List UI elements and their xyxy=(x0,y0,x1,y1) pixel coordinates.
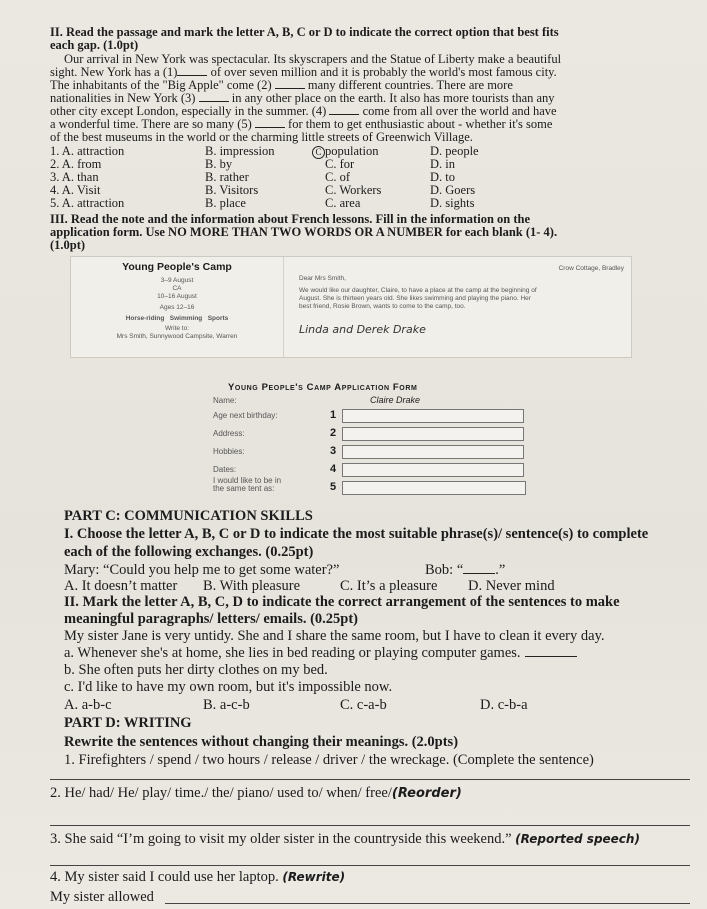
option-d[interactable]: D. in xyxy=(430,157,455,171)
option-c[interactable]: C. for xyxy=(325,157,355,171)
passage-line: sight. New York has a (1) of over seven million and it is probably the world's most famous city. xyxy=(50,65,557,79)
passage-line: The inhabitants of the "Big Apple" come (2) many different countries. There are more xyxy=(50,78,513,92)
arrangement-b[interactable]: B. a-c-b xyxy=(203,697,250,713)
camp-write-to: Write to: xyxy=(164,325,190,332)
part2-heading: II. Read the passage and mark the letter A, B, C or D to indicate the correct option that best fits xyxy=(50,25,559,39)
option-b[interactable]: B. Visitors xyxy=(205,183,259,197)
option-c-selected[interactable]: C population xyxy=(312,145,378,159)
part3-heading-2: application form. Use NO MORE THAN TWO WORDS OR A NUMBER for each blank (1- 4). xyxy=(50,225,558,239)
answer-line-4[interactable] xyxy=(165,903,690,904)
bob-blank[interactable] xyxy=(463,564,495,574)
passage-line: of the best museums in the world or the charming little streets of Greenwich Village. xyxy=(50,130,473,144)
sentence-a: a. Whenever she's at home, she lies in bed reading or playing computer games. xyxy=(64,645,577,661)
arrangement-d[interactable]: D. c-b-a xyxy=(480,697,528,713)
option-a[interactable]: 5. A. attraction xyxy=(50,196,125,210)
camp-dates: 3–9 August xyxy=(160,277,194,284)
handwritten-note: (Reorder) xyxy=(391,786,462,801)
form-name-label: Name: xyxy=(213,396,237,405)
camp-range: 10–16 August xyxy=(157,293,197,300)
gap-5[interactable] xyxy=(255,118,285,128)
letter-greeting: Dear Mrs Smith, xyxy=(299,275,346,282)
part3-heading: III. Read the note and the information about French lessons. Fill in the information on the xyxy=(50,212,531,226)
form-field-number: 3 xyxy=(330,445,337,457)
answer-d[interactable]: D. Never mind xyxy=(468,578,555,594)
sentence-a-blank[interactable] xyxy=(525,647,577,657)
option-c[interactable]: C. of xyxy=(325,170,350,184)
form-field-number: 2 xyxy=(330,427,337,439)
camp-activities: Horse-riding Swimming Sports xyxy=(125,315,229,322)
form-field-number: 1 xyxy=(330,409,337,421)
part3-heading-3: (1.0pt) xyxy=(50,238,86,252)
form-field-number: 5 xyxy=(330,481,337,493)
option-b[interactable]: B. rather xyxy=(205,170,249,184)
form-field-label: Hobbies: xyxy=(213,447,245,456)
partc-ii-heading-2: meaningful paragraphs/ letters/ emails. (0.25pt) xyxy=(64,611,359,627)
passage-line: a wonderful time. There are so many (5) for them to get enthusiastic about - whether it's some xyxy=(50,117,553,131)
letter-body: best friend, Rosie Brown, wants to come to the camp, too. xyxy=(299,303,466,310)
form-field-label: Age next birthday: xyxy=(213,411,278,420)
answer-a[interactable]: A. It doesn’t matter xyxy=(64,578,178,594)
option-a[interactable]: 2. A. from xyxy=(50,157,102,171)
form-input-2[interactable] xyxy=(342,427,524,441)
passage-line: other city except London, especially in the summer. (4) come from all over the world and have xyxy=(50,104,557,118)
partc-ii-heading: II. Mark the letter A, B, C, D to indicate the correct arrangement of the sentences to make xyxy=(64,594,620,610)
camp-ages: Ages 12–16 xyxy=(159,304,195,311)
partc-heading: PART C: COMMUNICATION SKILLS xyxy=(64,508,313,524)
answer-line-2[interactable] xyxy=(50,825,690,826)
paragraph-intro: My sister Jane is very untidy. She and I share the same room, but I have to clean it every day. xyxy=(64,628,605,644)
option-d[interactable]: D. people xyxy=(430,144,479,158)
arrangement-c[interactable]: C. c-a-b xyxy=(340,697,387,713)
sentence-b: b. She often puts her dirty clothes on my bed. xyxy=(64,662,328,678)
form-field-label: I would like to be in xyxy=(213,476,282,485)
camp-title: Young People's Camp xyxy=(122,261,232,273)
camp-information-image xyxy=(70,256,632,358)
form-name-value: Claire Drake xyxy=(370,395,421,405)
circled-letter: C xyxy=(312,146,325,159)
letter-body: August. She is thirteen years old. She likes swimming and playing the piano. Her xyxy=(299,295,531,302)
partd-subheading: Rewrite the sentences without changing their meanings. (2.0pts) xyxy=(64,734,459,750)
exchange-bob: Bob: “ .” xyxy=(425,562,506,578)
camp-advert xyxy=(71,257,284,357)
sentence-c: c. I'd like to have my own room, but it's impossible now. xyxy=(64,679,393,695)
handwritten-note: (Rewrite) xyxy=(282,870,346,884)
question-4: 4. My sister said I could use her laptop. (Rewrite) xyxy=(50,869,346,885)
gap-4[interactable] xyxy=(329,105,359,115)
option-a[interactable]: 1. A. attraction xyxy=(50,144,125,158)
letter-address: Crow Cottage, Bradley xyxy=(558,265,624,272)
option-a[interactable]: 4. A. Visit xyxy=(50,183,101,197)
option-c[interactable]: C. Workers xyxy=(325,183,382,197)
answer-line-3[interactable] xyxy=(50,865,690,866)
option-d[interactable]: D. sights xyxy=(430,196,475,210)
exchange-mary: Mary: “Could you help me to get some water?” xyxy=(64,562,340,578)
parent-letter xyxy=(299,265,624,336)
gap-2[interactable] xyxy=(275,79,305,89)
option-d[interactable]: D. to xyxy=(430,170,455,184)
question-1: 1. Firefighters / spend / two hours / release / driver / the wreckage. (Complete the sentence) xyxy=(64,752,594,768)
partd-heading: PART D: WRITING xyxy=(64,715,192,731)
question-3: 3. She said “I’m going to visit my older sister in the countryside this weekend.” (Reported speech) xyxy=(50,831,640,847)
camp-address: Mrs Smith, Sunnywood Campsite, Warren xyxy=(116,333,238,340)
partc-i-heading: I. Choose the letter A, B, C or D to indicate the most suitable phrase(s)/ sentence(s) to complete xyxy=(64,526,649,542)
form-field-label: Dates: xyxy=(213,465,237,474)
form-field-number: 4 xyxy=(330,463,337,475)
answer-c[interactable]: C. It’s a pleasure xyxy=(340,578,438,594)
option-d[interactable]: D. Goers xyxy=(430,183,476,197)
passage-line: nationalities in New York (3) in any other place on the earth. It also has more tourists than any xyxy=(50,91,555,105)
form-input-1[interactable] xyxy=(342,409,524,423)
option-b[interactable]: B. place xyxy=(205,196,246,210)
partc-i-heading-2: each of the following exchanges. (0.25pt) xyxy=(64,544,314,560)
option-c[interactable]: C. area xyxy=(325,196,361,210)
camp-ca: CA xyxy=(172,285,182,292)
question-4-start: My sister allowed xyxy=(50,889,154,905)
letter-signature: Linda and Derek Drake xyxy=(299,323,426,336)
form-input-3[interactable] xyxy=(342,445,524,459)
arrangement-a[interactable]: A. a-b-c xyxy=(64,697,112,713)
passage-line: Our arrival in New York was spectacular. Its skyscrapers and the Statue of Liberty make a beautiful xyxy=(64,52,562,66)
form-title: Young People's Camp Application Form xyxy=(228,382,418,393)
letter-body: We would like our daughter, Claire, to have a place at the camp at the beginning of xyxy=(299,287,537,294)
answer-b[interactable]: B. With pleasure xyxy=(203,578,301,594)
option-b[interactable]: B. by xyxy=(205,157,233,171)
part2-heading-2: each gap. (1.0pt) xyxy=(50,38,139,52)
answer-line-1[interactable] xyxy=(50,779,690,780)
form-field-label: Address: xyxy=(213,429,245,438)
handwritten-note: (Reported speech) xyxy=(515,832,640,846)
option-b[interactable]: B. impression xyxy=(205,144,275,158)
gap-3[interactable] xyxy=(199,92,229,102)
option-a[interactable]: 3. A. than xyxy=(50,170,99,184)
question-2: 2. He/ had/ He/ play/ time./ the/ piano/ used to/ when/ free/(Reorder) xyxy=(50,785,462,801)
gap-1[interactable] xyxy=(177,66,207,76)
form-input-4[interactable] xyxy=(342,463,524,477)
form-input-5[interactable] xyxy=(342,481,526,495)
form-field-label: the same tent as: xyxy=(213,484,275,493)
